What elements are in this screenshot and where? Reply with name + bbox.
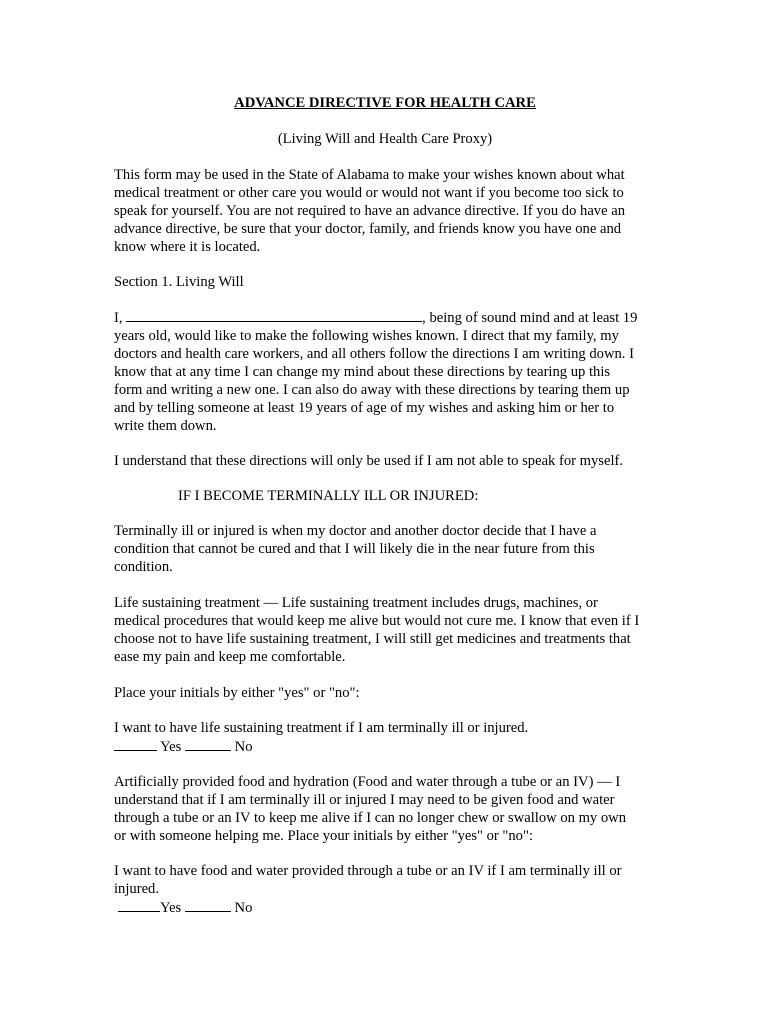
initials-instruction: Place your initials by either "yes" or "no":: [114, 685, 360, 701]
terminal-definition-paragraph: [114, 522, 659, 576]
document-title: ADVANCE DIRECTIVE FOR HEALTH CARE: [234, 95, 536, 111]
text-line: know where it is located.: [114, 239, 261, 255]
text-line: medical procedures that would keep me alive but would not cure me. I know that even if I: [114, 613, 640, 629]
text-line: condition that cannot be cured and that I will likely die in the near future from this: [114, 541, 595, 557]
text-line: Terminally ill or injured is when my doctor and another doctor decide that I have a: [114, 523, 597, 539]
yes-no-row: [114, 737, 659, 756]
declaration-prefix: I,: [114, 310, 127, 326]
no-label: No: [230, 900, 253, 916]
intro-paragraph: [114, 166, 659, 256]
text-line: years old, would like to make the following wishes known. I direct that my family, my: [114, 328, 619, 344]
document-subtitle: (Living Will and Health Care Proxy): [277, 131, 493, 147]
text-line: or with someone helping me. Place your initials by either "yes" or "no":: [114, 828, 533, 844]
text-line: know that at any time I can change my mind about these directions by tearing up this: [114, 364, 611, 380]
text-line: Life sustaining treatment — Life sustaining treatment includes drugs, machines, or: [114, 595, 598, 611]
text-line: medical treatment or other care you would or would not want if you become too sick to: [114, 185, 624, 201]
declaration-first-line: [114, 308, 659, 327]
no-initials-blank[interactable]: [185, 898, 231, 912]
text-line: doctors and health care workers, and all others follow the directions I am writing down. I: [114, 346, 634, 362]
declaration-paragraph: [114, 308, 659, 435]
yes-initials-blank[interactable]: [118, 898, 160, 912]
no-label: No: [231, 739, 253, 755]
life-sustaining-choice: [114, 719, 659, 756]
text-line: and by telling someone at least 19 years of age of my wishes and asking him or her to: [114, 400, 615, 416]
food-water-choice: [114, 862, 659, 917]
text-line: I want to have food and water provided through a tube or an IV if I am terminally ill or: [114, 863, 622, 879]
no-initials-blank[interactable]: [185, 737, 231, 751]
text-line: speak for yourself. You are not required to have an advance directive. If you do have an: [114, 203, 626, 219]
text-line: form and writing a new one. I can also do away with these directions by tearing them up: [114, 382, 630, 398]
text-line: write them down.: [114, 418, 217, 434]
yes-initials-blank[interactable]: [114, 737, 157, 751]
text-line: ease my pain and keep me comfortable.: [114, 649, 346, 665]
life-sustaining-paragraph: [114, 594, 659, 666]
text-line: Artificially provided food and hydration (Food and water through a tube or an IV) — I: [114, 774, 621, 790]
text-line: advance directive, be sure that your doctor, family, and friends know you have one and: [114, 221, 622, 237]
name-blank-field[interactable]: [126, 308, 422, 322]
yes-label: Yes: [160, 900, 185, 916]
text-line: understand that if I am terminally ill or injured I may need to be given food and water: [114, 792, 615, 808]
text-line: through a tube or an IV to keep me alive if I can no longer chew or swallow on my own: [114, 810, 626, 826]
text-line: injured.: [114, 881, 159, 897]
section-heading: Section 1. Living Will: [114, 274, 244, 290]
text-line: choose not to have life sustaining treatment, I will still get medicines and treatments that: [114, 631, 631, 647]
life-sustaining-question: I want to have life sustaining treatment if I am terminally ill or injured.: [114, 720, 529, 736]
declaration-suffix: , being of sound mind and at least 19: [422, 310, 638, 326]
text-line: This form may be used in the State of Alabama to make your wishes known about what: [114, 167, 625, 183]
text-line: condition.: [114, 559, 173, 575]
yes-no-row: [114, 898, 659, 917]
artificial-food-paragraph: [114, 773, 659, 845]
yes-label: Yes: [157, 739, 185, 755]
terminal-heading: IF I BECOME TERMINALLY ILL OR INJURED:: [178, 488, 479, 504]
understand-line: I understand that these directions will only be used if I am not able to speak for myself.: [114, 453, 624, 469]
